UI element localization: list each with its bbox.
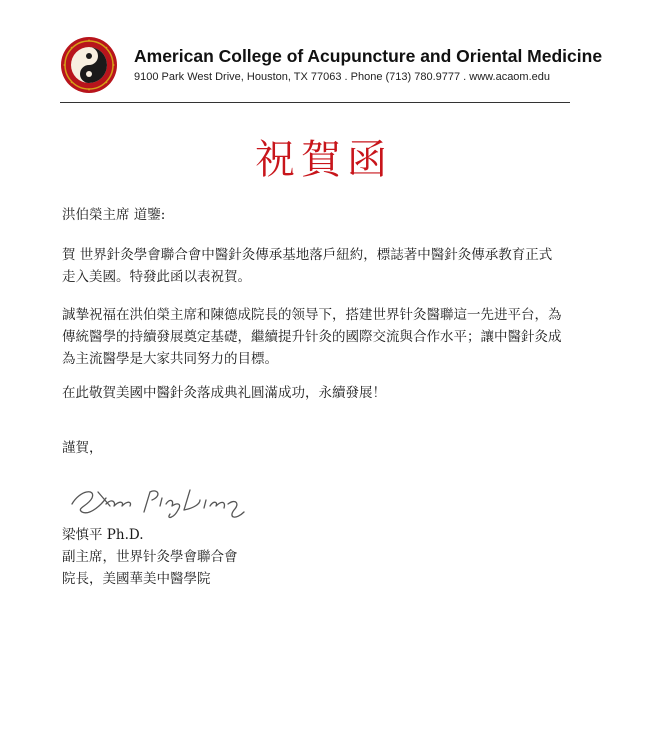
college-seal-logo: [60, 36, 118, 94]
letter-title: 祝賀函: [255, 137, 393, 183]
signer-block: [62, 524, 238, 590]
college-contact-line: 9100 Park West Drive, Houston, TX 77063 . Phone (713) 780.9777 . www.acaom.edu: [134, 71, 551, 83]
signer-title-2: 院長，美國華美中醫學院: [62, 571, 211, 587]
signer-name: 梁慎平 Ph.D.: [62, 527, 144, 543]
college-name: American College of Acupuncture and Oriental Medicine: [134, 46, 603, 66]
letterhead: [60, 36, 603, 102]
closing: 謹賀，: [62, 440, 103, 456]
paragraph-3: 在此敬賀美國中醫針灸落成典礼圓滿成功，永續發展！: [62, 385, 386, 401]
paragraph-2: 誠摯祝福在洪伯榮主席和陳德成院長的领导下，搭建世界针灸醫聯這一先进平台，為傳統醫學的持續發展奠定基礎，繼續提升针灸的國際交流與合作水平；讓中醫針灸成為主流醫學是大家共同努力的目標。: [62, 307, 562, 367]
paragraph-1: 賀 世界針灸學會聯合會中醫針灸傳承基地落戶紐約，標誌著中醫針灸傳承教育正式走入美國。特發此函以表祝賀。: [62, 247, 553, 285]
letterhead-divider: [60, 102, 570, 103]
signer-title-1: 副主席，世界针灸學會聯合會: [62, 549, 238, 565]
salutation: 洪伯榮主席 道鑒:: [62, 207, 166, 223]
handwritten-signature: [66, 474, 256, 524]
